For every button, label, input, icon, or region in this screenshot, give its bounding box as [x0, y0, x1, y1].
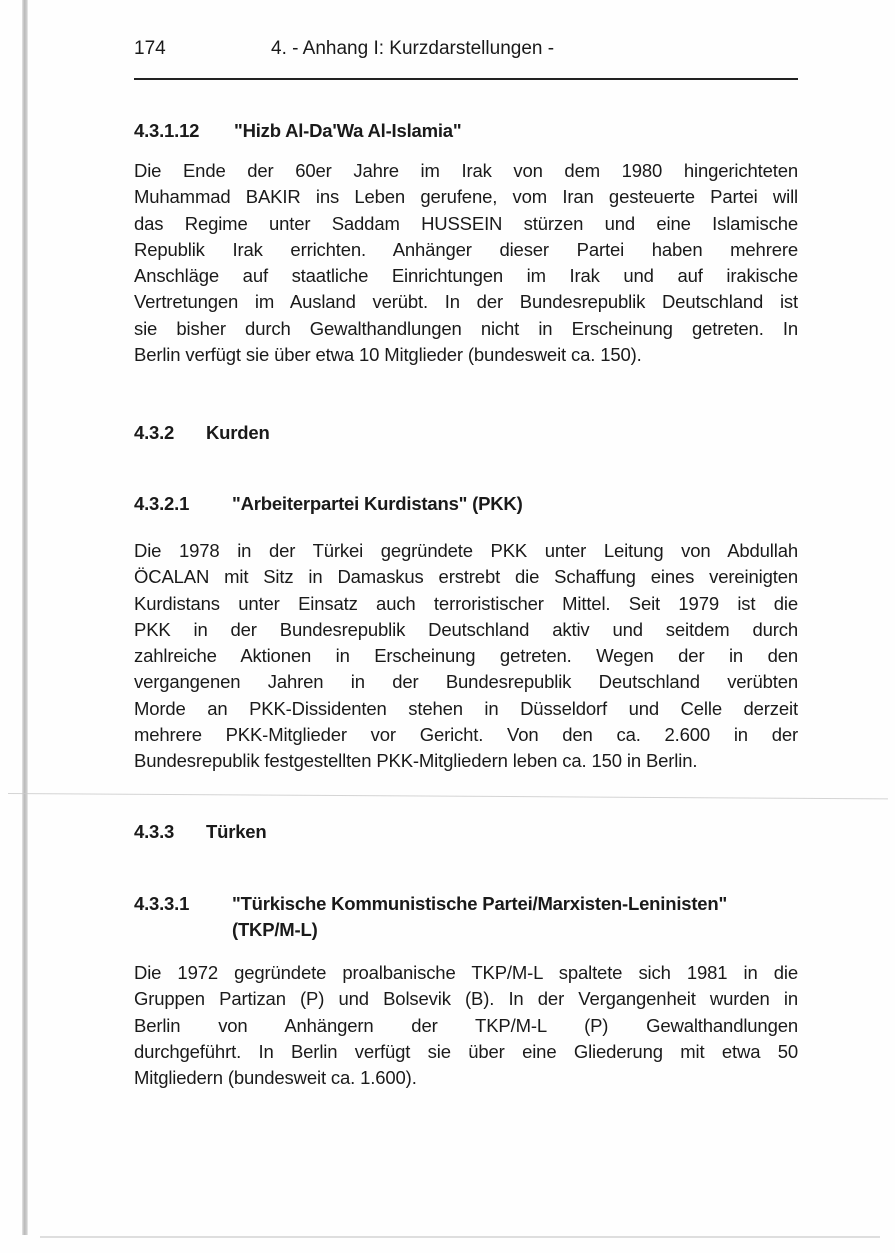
- paragraph-line: Vertretungen im Ausland verübt. In der Bundesrepublik Deutschland ist: [134, 291, 798, 313]
- section-heading-4-3-3-1: [134, 893, 728, 940]
- section-heading-4-3-3: [134, 821, 267, 843]
- section-number: 4.3.3.1: [134, 893, 190, 914]
- paragraph-line: Bundesrepublik festgestellten PKK-Mitgliedern leben ca. 150 in Berlin.: [134, 750, 698, 772]
- section-title: "Arbeiterpartei Kurdistans" (PKK): [232, 493, 523, 514]
- paragraph-line: Gruppen Partizan (P) und Bolsevik (B). In der Vergangenheit wurden in: [134, 988, 798, 1010]
- paragraph-line: Morde an PKK-Dissidenten stehen in Düsseldorf und Celle derzeit: [134, 697, 798, 719]
- paragraph-line: PKK in der Bundesrepublik Deutschland aktiv und seitdem durch: [134, 618, 798, 640]
- paragraph-line: Die 1972 gegründete proalbanische TKP/M-L spaltete sich 1981 in die: [134, 962, 798, 983]
- header-divider: [134, 78, 798, 80]
- paragraph-line: Muhammad BAKIR ins Leben gerufene, vom Iran gesteuerte Partei will: [134, 186, 798, 208]
- section-title: Kurden: [206, 422, 270, 443]
- running-title: 4. - Anhang I: Kurzdarstellungen -: [271, 38, 555, 59]
- paragraph-pkk: [134, 538, 798, 775]
- section-title: "Hizb Al-Da'Wa Al-Islamia": [234, 120, 462, 141]
- paragraph-line: zahlreiche Aktionen in Erscheinung getreten. Wegen der in den: [134, 645, 798, 667]
- paragraph-line: Berlin verfügt sie über etwa 10 Mitglieder (bundesweit ca. 150).: [134, 344, 642, 366]
- page-number: 174: [134, 38, 166, 59]
- scan-artifact-line: [8, 793, 888, 799]
- paragraph-line: Die Ende der 60er Jahre im Irak von dem 1980 hingerichteten: [134, 160, 798, 181]
- paragraph-line: Kurdistans unter Einsatz auch terroristischer Mittel. Seit 1979 ist die: [134, 592, 798, 614]
- section-number: 4.3.2.1: [134, 493, 190, 514]
- section-title-line-2: (TKP/M-L): [232, 919, 318, 940]
- page-header: [134, 38, 798, 68]
- paragraph-line: sie bisher durch Gewalthandlungen nicht in Erscheinung getreten. In: [134, 317, 798, 339]
- scan-binding-edge: [22, 0, 28, 1235]
- section-number: 4.3.1.12: [134, 120, 200, 141]
- section-title: Türken: [206, 821, 267, 842]
- paragraph-line: Anschläge auf staatliche Einrichtungen im Irak und auf irakische: [134, 265, 798, 287]
- section-heading-4-3-1-12: [134, 120, 462, 142]
- section-number: 4.3.2: [134, 422, 175, 443]
- paragraph-line: durchgeführt. In Berlin verfügt sie über eine Gliederung mit etwa 50: [134, 1040, 798, 1062]
- section-heading-4-3-2: [134, 422, 270, 444]
- paragraph-line: vergangenen Jahren in der Bundesrepublik Deutschland verübten: [134, 671, 798, 693]
- paragraph-line: das Regime unter Saddam HUSSEIN stürzen und eine Islamische: [134, 212, 798, 234]
- scan-artifact-bottom-line: [40, 1236, 880, 1238]
- section-number: 4.3.3: [134, 821, 175, 842]
- paragraph-line: mehrere PKK-Mitglieder vor Gericht. Von den ca. 2.600 in der: [134, 724, 798, 746]
- section-title-line-1: "Türkische Kommunistische Partei/Marxisten-Leninisten": [232, 893, 728, 914]
- paragraph-tkp-ml: [134, 960, 798, 1091]
- paragraph-line: Die 1978 in der Türkei gegründete PKK unter Leitung von Abdullah: [134, 540, 798, 561]
- section-heading-4-3-2-1: [134, 493, 523, 515]
- paragraph-line: Mitgliedern (bundesweit ca. 1.600).: [134, 1067, 417, 1089]
- paragraph-line: Republik Irak errichten. Anhänger dieser Partei haben mehrere: [134, 238, 798, 260]
- paragraph-line: ÖCALAN mit Sitz in Damaskus erstrebt die Schaffung eines vereinigten: [134, 566, 798, 588]
- paragraph-line: Berlin von Anhängern der TKP/M-L (P) Gewalthandlungen: [134, 1014, 798, 1036]
- paragraph-hizb-al-dawa: [134, 158, 798, 368]
